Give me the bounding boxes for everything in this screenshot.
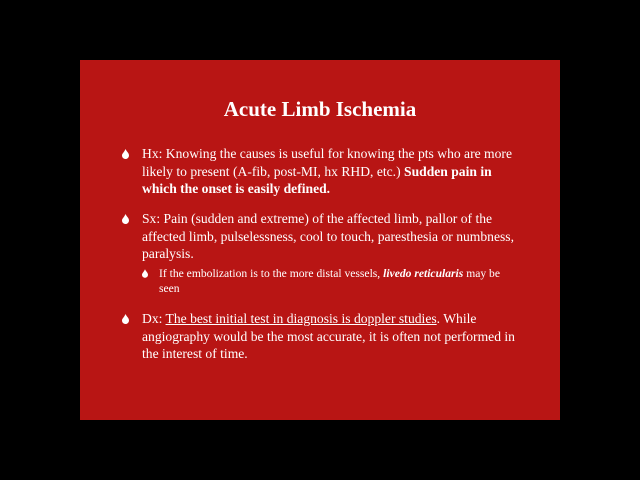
flame-bullet-icon — [122, 214, 129, 224]
bullet-bold-text: Sudden pain in which the onset is easily defined. — [142, 163, 492, 196]
bullet-label: Dx: — [142, 311, 163, 326]
bullet-diagnosis — [122, 310, 522, 363]
sub-bullet-text-end: may be seen — [159, 267, 500, 295]
slide — [80, 60, 560, 420]
bullet-history — [122, 145, 522, 198]
bullet-text: Pain (sudden and extreme) of the affected limb, pallor of the affected limb, pulselessness, cool to touch, paresthesia or numbness, paralysis. — [142, 211, 514, 261]
bullet-underlined-text: The best initial test in diagnosis is doppler studies — [165, 311, 437, 326]
flame-bullet-icon — [142, 269, 148, 278]
bullet-label: Hx: — [142, 146, 163, 161]
bullet-text: . While angiography would be the most accurate, it is often not performed in the interest of time. — [142, 311, 515, 361]
flame-bullet-icon — [122, 149, 129, 159]
sub-bullet-text: If the embolization is to the more distal vessels, — [159, 267, 384, 280]
flame-bullet-icon — [122, 314, 129, 324]
slide-title: Acute Limb Ischemia — [223, 97, 417, 121]
bullet-label: Sx: — [142, 211, 161, 226]
sub-bullet-livedo — [142, 266, 522, 296]
sub-bullet-emphasis: livedo reticularis — [383, 267, 464, 280]
bullet-symptoms — [122, 210, 522, 263]
bullet-text: Knowing the causes is useful for knowing the pts who are more likely to present (A-fib, post-MI, hx RHD, etc.) — [142, 146, 512, 179]
